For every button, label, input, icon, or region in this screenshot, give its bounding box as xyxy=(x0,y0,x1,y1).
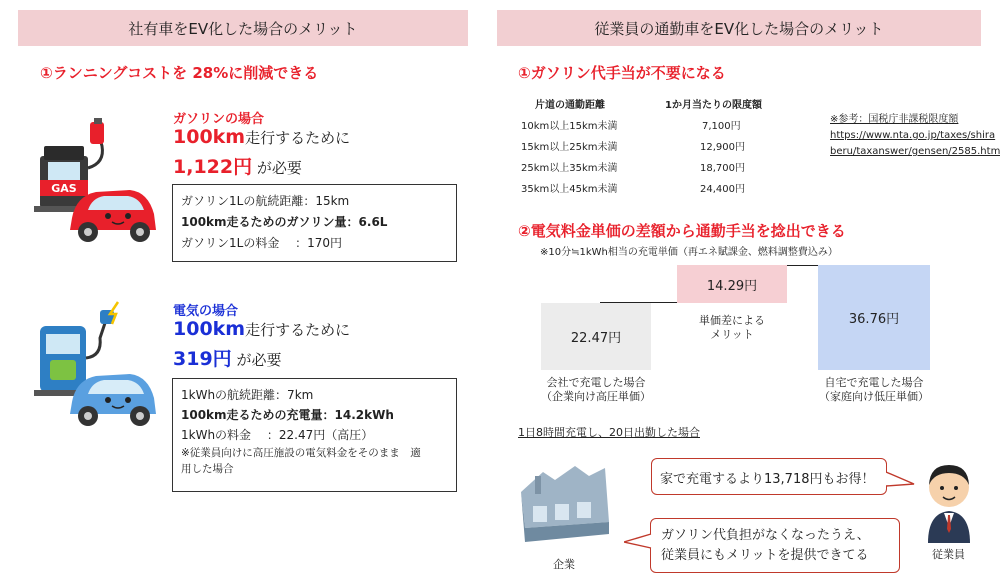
table-header-distance: 片道の通勤距離 xyxy=(535,100,605,111)
bubble-company-line-2: 従業員にもメリットを提供できてる xyxy=(661,548,869,563)
right-heading-1: ①ガソリン代手当が不要になる xyxy=(518,64,726,82)
right-header-text: 従業員の通勤車をEV化した場合のメリット xyxy=(594,19,884,38)
elec-label: 電気の場合 xyxy=(173,304,239,319)
employee-icon xyxy=(918,455,980,545)
caption-company: 会社で充電した場合 （企業向け高圧単価） xyxy=(541,376,651,403)
elec-line2 xyxy=(173,344,281,371)
charge-note: ※10分≒1kWh相当の充電単価（再エネ賦課金、燃料調整費込み） xyxy=(540,247,838,258)
table-row-4-limit: 24,400円 xyxy=(700,184,745,195)
gas-car-illustration xyxy=(30,118,160,248)
left-header xyxy=(18,10,468,46)
bubble-company-tail xyxy=(624,532,652,552)
svg-text:GAS: GAS xyxy=(51,182,77,195)
table-row-2-limit: 12,900円 xyxy=(700,142,745,153)
table-row-2-distance: 15km以上25km未満 xyxy=(521,142,618,153)
reference-url-2[interactable]: beru/taxanswer/gensen/2585.htm xyxy=(830,146,1000,157)
bar-company xyxy=(541,303,651,370)
company-label: 企業 xyxy=(553,558,575,571)
bar-home xyxy=(818,265,930,370)
table-row-3-limit: 18,700円 xyxy=(700,163,745,174)
gas-line1-rest: 走行するために xyxy=(245,129,351,147)
bar-merit-label: 14.29円 xyxy=(706,278,758,294)
table-header-limit: 1か月当たりの限度額 xyxy=(665,100,762,111)
ev-car-illustration xyxy=(30,298,160,433)
caption-home: 自宅で充電した場合 （家庭向け低圧単価） xyxy=(819,376,929,403)
bar-merit xyxy=(677,265,787,303)
elec-info-box xyxy=(172,378,457,492)
reference-url-1[interactable]: https://www.nta.go.jp/taxes/shira xyxy=(830,130,996,141)
factory-icon xyxy=(515,462,615,552)
gas-line2 xyxy=(173,152,302,179)
elec-line1-rest: 走行するために xyxy=(245,321,351,339)
bubble-company xyxy=(650,518,900,573)
gas-distance: 100km xyxy=(173,126,246,148)
gas-line1 xyxy=(173,126,350,148)
gas-cost: 1,122円 xyxy=(173,156,253,178)
right-header xyxy=(497,10,981,46)
gas-price: ガソリン1Lの料金 ：170円 xyxy=(181,236,343,250)
connector-line-right xyxy=(787,265,818,266)
gas-label: ガソリンの場合 xyxy=(173,112,265,127)
elec-line2-rest: が必要 xyxy=(231,351,282,369)
bubble-employee-text: 家で充電するより13,718円もお得！ xyxy=(660,472,875,487)
caption-merit: 単価差による メリット xyxy=(699,314,765,341)
left-heading: ①ランニングコストを 28%に削減できる xyxy=(40,64,319,82)
reference-block xyxy=(830,112,1000,160)
elec-price: 1kWhの料金 ：22.47円（高圧） xyxy=(181,428,374,442)
elec-distance: 100km xyxy=(173,318,246,340)
elec-note-2: 用した場合 xyxy=(181,463,234,475)
table-row-1-limit: 7,100円 xyxy=(702,121,741,132)
gas-range: ガソリン1Lの航続距離：15km xyxy=(181,194,350,208)
bubble-employee xyxy=(651,458,887,495)
right-heading-2: ②電気料金単価の差額から通勤手当を捻出できる xyxy=(518,222,846,240)
bubble-employee-tail xyxy=(886,470,916,490)
table-row-3-distance: 25km以上35km未満 xyxy=(521,163,618,174)
elec-line1 xyxy=(173,318,350,340)
bubble-company-line-1: ガソリン代負担がなくなったうえ、 xyxy=(661,528,870,543)
elec-range: 1kWhの航続距離：7km xyxy=(181,388,314,402)
gas-info-box xyxy=(172,184,457,262)
gas-amount: 100km走るためのガソリン量：6.6L xyxy=(181,215,388,229)
elec-amount: 100km走るための充電量：14.2kWh xyxy=(181,408,394,422)
left-header-text: 社有車をEV化した場合のメリット xyxy=(128,19,358,38)
condition-text: 1日8時間充電し、20日出勤した場合 xyxy=(518,426,700,439)
table-row-1-distance: 10km以上15km未満 xyxy=(521,121,618,132)
elec-note-1: ※従業員向けに高圧施設の電気料金をそのまま 適 xyxy=(181,447,421,459)
reference-title: ※参考：国税庁非課税限度額 xyxy=(830,114,959,125)
employee-label: 従業員 xyxy=(932,548,965,561)
gas-line2-rest: が必要 xyxy=(252,159,302,177)
bar-company-label: 22.47円 xyxy=(570,331,622,346)
bar-home-label: 36.76円 xyxy=(848,312,900,327)
table-row-4-distance: 35km以上45km未満 xyxy=(521,184,618,195)
connector-line-left xyxy=(600,302,677,303)
elec-cost: 319円 xyxy=(173,348,232,370)
